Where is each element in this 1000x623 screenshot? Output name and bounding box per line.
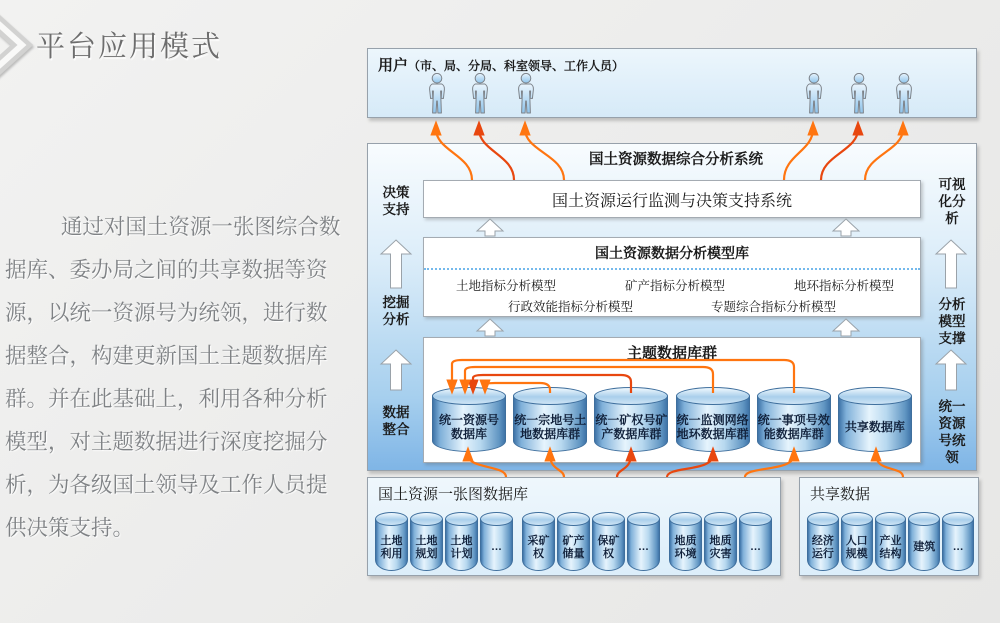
slide-title: 平台应用模式	[36, 31, 223, 63]
database-cylinder	[908, 512, 940, 571]
cylinder-label: 建筑	[908, 519, 940, 571]
database-cylinder	[432, 387, 506, 452]
cylinder-top	[942, 512, 974, 526]
user-label: 用户	[378, 57, 409, 74]
user-person-icon	[801, 73, 827, 115]
onemap-title: 国土资源一张图数据库	[378, 486, 529, 503]
cylinder-top	[522, 512, 555, 526]
model-item: 土地指标分析模型	[456, 279, 557, 293]
land-group	[375, 512, 515, 571]
cylinder-top	[445, 512, 478, 526]
cylinder-top	[841, 512, 873, 526]
cylinder-label: 土地 规划	[410, 519, 443, 571]
database-cylinder-ellipsis	[627, 512, 660, 571]
model-row	[424, 294, 920, 315]
user-box-title	[368, 49, 976, 75]
model-item: 地环指标分析模型	[793, 279, 894, 293]
model-item: 行政效能指标分析模型	[507, 300, 633, 314]
cylinder-top	[838, 387, 912, 405]
cylinder-label: 保矿 权	[592, 519, 625, 571]
title-chevron-icon	[0, 12, 36, 78]
cylinder-label: …	[739, 519, 772, 571]
shared-cylinder-row	[800, 504, 978, 571]
user-box	[367, 48, 977, 118]
intro-paragraph: 通过对国土资源一张图综合数据库、委办局之间的共享数据等资源，以统一资源号为统领，进行数据整合，构建更新国土主题数据库群。并在此基础上，利用各种分析模型，对主题数据进行深度挖掘分析，为各级国土领导及工作人员提供决策支持。	[5, 215, 341, 540]
cylinder-top	[375, 512, 408, 526]
cylinder-top	[908, 512, 940, 526]
database-cylinder	[676, 387, 750, 452]
cylinder-top	[592, 512, 625, 526]
cylinder-top	[704, 512, 737, 526]
theme-cylinder-row	[432, 387, 912, 452]
cylinder-label: 统一资源号 数据库	[432, 396, 506, 452]
side-label-mining-analysis: 挖掘 分析	[382, 295, 410, 327]
cylinder-label: 人口 规模	[841, 519, 873, 571]
architecture-diagram	[365, 45, 987, 585]
cylinder-label: 土地 利用	[375, 519, 408, 571]
cylinder-top	[757, 387, 831, 405]
database-cylinder	[445, 512, 478, 571]
side-label-data-integration: 数据 整合	[382, 405, 410, 437]
database-cylinder	[513, 387, 587, 452]
cylinder-label: 矿产 储量	[557, 519, 590, 571]
cylinder-label: …	[942, 519, 974, 571]
cylinder-top	[875, 512, 907, 526]
database-cylinder	[841, 512, 873, 571]
shared-data-title: 共享数据	[810, 486, 871, 503]
cylinder-top	[739, 512, 772, 526]
cylinder-top	[432, 387, 506, 405]
database-cylinder	[410, 512, 443, 571]
database-cylinder-ellipsis	[480, 512, 513, 571]
database-cylinder	[807, 512, 839, 571]
database-cylinder	[757, 387, 831, 452]
cylinder-top	[627, 512, 660, 526]
user-person-icon	[467, 73, 493, 115]
database-cylinder	[704, 512, 737, 571]
cylinder-label: 经济 运行	[807, 519, 839, 571]
onemap-database-box	[367, 477, 781, 576]
model-library-title: 国土资源数据分析模型库	[595, 245, 749, 261]
cylinder-label: 统一监测网络 地环数据库群	[676, 396, 750, 452]
side-label-visual-analysis: 可视 化分 析	[938, 177, 966, 226]
cylinder-label: 统一事项号效 能数据库群	[757, 396, 831, 452]
cylinder-label: 地质 灾害	[704, 519, 737, 571]
database-cylinder	[594, 387, 668, 452]
user-person-icon	[891, 73, 917, 115]
cylinder-label: …	[627, 519, 660, 571]
database-cylinder	[838, 387, 912, 452]
model-library-box	[423, 237, 921, 317]
mineral-group	[522, 512, 662, 571]
database-cylinder-ellipsis	[942, 512, 974, 571]
cylinder-label: 产业 结构	[875, 519, 907, 571]
database-cylinder-ellipsis	[739, 512, 772, 571]
analysis-system-label: 国土资源数据综合分析系统	[589, 152, 763, 168]
user-person-icon	[424, 73, 450, 115]
side-label-decision-support: 决策 支持	[382, 185, 410, 217]
cylinder-label: 共享数据库	[838, 396, 912, 452]
cylinder-top	[594, 387, 668, 405]
model-item: 专题综合指标分析模型	[711, 300, 837, 314]
database-cylinder	[875, 512, 907, 571]
cylinder-label: 采矿 权	[522, 519, 555, 571]
cylinder-label: 土地 计划	[445, 519, 478, 571]
cylinder-top	[513, 387, 587, 405]
onemap-cylinder-row	[368, 504, 780, 571]
user-person-icon	[846, 73, 872, 115]
model-item: 矿产指标分析模型	[624, 279, 725, 293]
decision-support-system-box: 国土资源运行监测与决策支持系统	[423, 180, 921, 218]
cylinder-label: …	[480, 519, 513, 571]
cylinder-top	[676, 387, 750, 405]
database-cylinder	[557, 512, 590, 571]
side-label-unified-resource: 统一 资源 号统 领	[938, 399, 966, 465]
cylinder-top	[669, 512, 702, 526]
geology-group	[669, 512, 774, 571]
cylinder-top	[807, 512, 839, 526]
theme-database-box	[423, 337, 921, 463]
database-cylinder	[522, 512, 555, 571]
cylinder-label: 统一宗地号土 地数据库群	[513, 396, 587, 452]
side-label-model-support: 分析 模型 支撑	[938, 297, 966, 346]
shared-data-box	[799, 477, 979, 576]
cylinder-top	[557, 512, 590, 526]
theme-database-title: 主题数据库群	[626, 345, 717, 362]
cylinder-top	[480, 512, 513, 526]
user-person-icon	[513, 73, 539, 115]
database-cylinder	[375, 512, 408, 571]
database-cylinder	[669, 512, 702, 571]
cylinder-label: 统一矿权号矿 产数据库群	[594, 396, 668, 452]
cylinder-label: 地质 环境	[669, 519, 702, 571]
cylinder-top	[410, 512, 443, 526]
model-row	[424, 270, 920, 294]
user-sublabel: （市、局、分局、科室领导、工作人员）	[408, 59, 625, 73]
database-cylinder	[592, 512, 625, 571]
